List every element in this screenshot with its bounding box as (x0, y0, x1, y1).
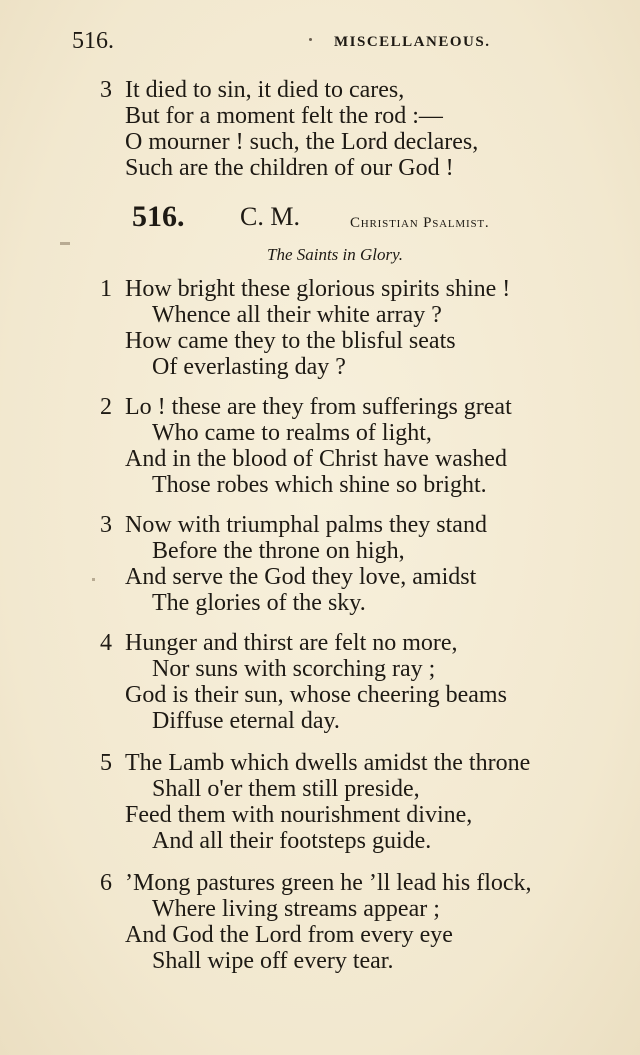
hymn-stanza-2 (100, 394, 512, 498)
stanza-line: Diffuse eternal day. (152, 708, 340, 734)
stanza-line: Hunger and thirst are felt no more, (125, 630, 458, 656)
stanza-number: 5 (100, 750, 112, 776)
stanza-line: Such are the children of our God ! (125, 155, 454, 181)
stanza-line: Of everlasting day ? (152, 354, 346, 380)
stanza-line: How bright these glorious spirits shine ! (125, 276, 511, 302)
stanza-line: And all their footsteps guide. (152, 828, 432, 854)
hymn-stanza-5 (100, 750, 530, 854)
stanza-line: The Lamb which dwells amidst the throne (125, 750, 531, 776)
paper-speck (60, 242, 70, 245)
stanza-line: The glories of the sky. (152, 590, 366, 616)
hymn-stanza-6 (100, 870, 532, 974)
stanza-line: Who came to realms of light, (152, 420, 432, 446)
stanza-number: 3 (100, 512, 112, 538)
stanza-line: Shall wipe off every tear. (152, 948, 394, 974)
stanza-line: And serve the God they love, amidst (125, 564, 477, 590)
stanza-line: Shall o'er them still preside, (152, 776, 420, 802)
stanza-number: 1 (100, 276, 112, 302)
hymn-stanza-1 (100, 276, 510, 380)
hymn-heading (132, 200, 552, 240)
stanza-line: O mourner ! such, the Lord declares, (125, 129, 479, 155)
stanza-line: But for a moment felt the rod :— (125, 103, 443, 129)
hymn-number: 516. (132, 200, 185, 233)
page-header (72, 28, 600, 58)
stanza-number: 4 (100, 630, 112, 656)
header-ornament-dot (309, 38, 312, 41)
stanza-line: Those robes which shine so bright. (152, 472, 487, 498)
hymn-stanza-4 (100, 630, 507, 734)
stanza-line: It died to sin, it died to cares, (125, 77, 405, 103)
stanza-line: Whence all their white array ? (152, 302, 442, 328)
hymn-meter: C. M. (240, 202, 300, 231)
stanza-number: 3 (100, 77, 112, 103)
hymn-source: Christian Psalmist. (350, 215, 490, 231)
previous-hymn-stanza-3 (100, 77, 478, 181)
stanza-line: And in the blood of Christ have washed (125, 446, 507, 472)
stanza-number: 2 (100, 394, 112, 420)
page-number: 516. (72, 28, 114, 54)
stanza-line: Before the throne on high, (152, 538, 405, 564)
stanza-line: How came they to the blisful seats (125, 328, 456, 354)
running-head: MISCELLANEOUS. (334, 34, 491, 50)
stanza-line: ’Mong pastures green he ’ll lead his flock, (125, 870, 532, 896)
stanza-line: Now with triumphal palms they stand (125, 512, 487, 538)
stanza-line: Where living streams appear ; (152, 896, 440, 922)
stanza-line: And God the Lord from every eye (125, 922, 453, 948)
hymn-subtitle: The Saints in Glory. (266, 245, 403, 264)
stanza-line: Feed them with nourishment divine, (125, 802, 473, 828)
stanza-number: 6 (100, 870, 112, 896)
stanza-line: Nor suns with scorching ray ; (152, 656, 436, 682)
hymn-stanza-3 (100, 512, 487, 616)
stanza-line: Lo ! these are they from sufferings great (125, 394, 512, 420)
stanza-line: God is their sun, whose cheering beams (125, 682, 507, 708)
paper-speck (92, 578, 95, 581)
